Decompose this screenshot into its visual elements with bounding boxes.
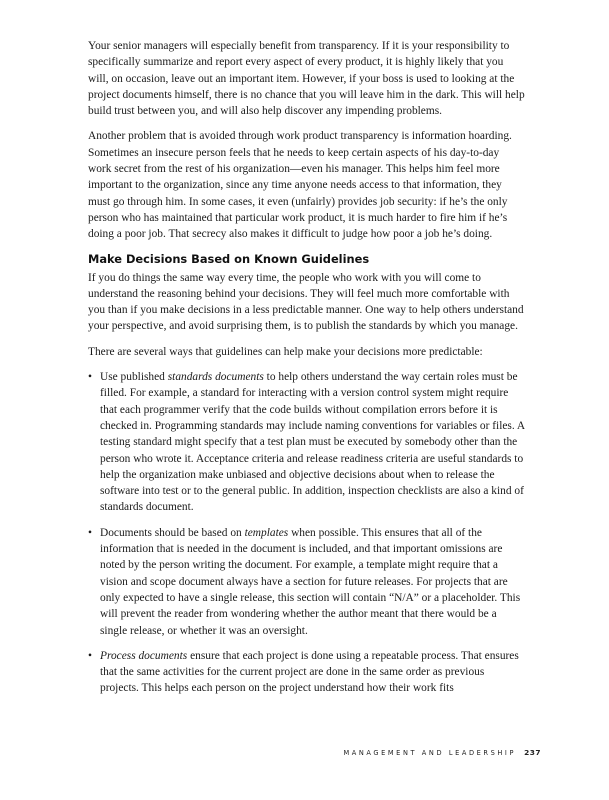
paragraph-predictability: If you do things the same way every time, the people who work with you will come to understand the reasoning behind your decisions. They will feel much more comfortable with you than if you make decisions in a less predictable manner. One way to help others understand your perspective, and avoid surprising them, is to publish the standards by which you manage. <box>88 271 524 333</box>
page-body <box>88 38 525 706</box>
running-title: MANAGEMENT AND LEADERSHIP <box>343 749 517 757</box>
bullet-icon: • <box>88 526 92 539</box>
page-number: 237 <box>524 748 541 757</box>
list-item-lead: Use published <box>100 371 168 384</box>
bullet-icon: • <box>88 649 92 662</box>
page-footer <box>0 748 541 757</box>
list-item <box>88 369 525 516</box>
list-item-text: to help others understand the way certain roles must be filled. For example, a standard for interacting with a version control system might require that each programmer verify that the code builds without compilation errors before it is checked in. Programming standards may include naming conventions for variables or files. A testing standard might specify that a test plan must be executed by somebody other than the person who wrote it. Acceptance criteria and release readiness criteria are useful standards to help the organization make unbiased and objective decisions about when to release the software into test or to the general public. In addition, inspection checklists are also a kind of standards document. <box>100 371 525 514</box>
guidelines-list <box>88 369 525 697</box>
paragraph-transparency-managers: Your senior managers will especially benefit from transparency. If it is your responsibility to specifically summarize and report every aspect of every product, it is highly likely that you will, on occasion, leave out an important item. However, if your boss is used to looking at the project documents himself, there is no chance that you will leave him in the dark. This will help build trust between you, and will also help discover any impending problems. <box>88 40 525 118</box>
bullet-icon: • <box>88 371 92 384</box>
list-item-text: when possible. This ensures that all of the information that is needed in the document is included, and that important omissions are noted by the person writing the document. For example, a template might require that a vision and scope document always have a section for future releases. For projects that are only expected to have a single release, this section will contain “N/A” or a placeholder. This will prevent the reader from wondering whether the author meant that there would be a single release, or whether it was an oversight. <box>100 526 521 637</box>
list-item <box>88 525 525 639</box>
list-item-text: ensure that each project is done using a repeatable process. That ensures that the same activities for the current project are done in the same order as previous projects. This helps each person on the project understand how their work fits <box>100 649 519 695</box>
list-item-emphasis: standards documents <box>167 371 264 384</box>
list-item-lead: Documents should be based on <box>100 526 245 539</box>
paragraph-information-hoarding: Another problem that is avoided through work product transparency is information hoarding. Sometimes an insecure person feels that he needs to keep certain aspects of his day-to-day work secret from the rest of his organization—even his manager. This helps him feel more important to the organization, since any time anyone needs access to that information, they must go through him. In some cases, it even (unfairly) provides job security: if he’s the only person who has maintained that particular work product, it is much harder to fire him if he’s doing a poor job. That secrecy also makes it difficult to judge how poor a job he’s doing. <box>88 130 512 241</box>
paragraph-guidelines-intro: There are several ways that guidelines can help make your decisions more predictable: <box>88 345 483 358</box>
section-heading: Make Decisions Based on Known Guidelines <box>88 251 370 266</box>
list-item-emphasis: Process documents <box>100 649 188 662</box>
list-item-emphasis: templates <box>244 526 289 539</box>
list-item <box>88 648 525 697</box>
